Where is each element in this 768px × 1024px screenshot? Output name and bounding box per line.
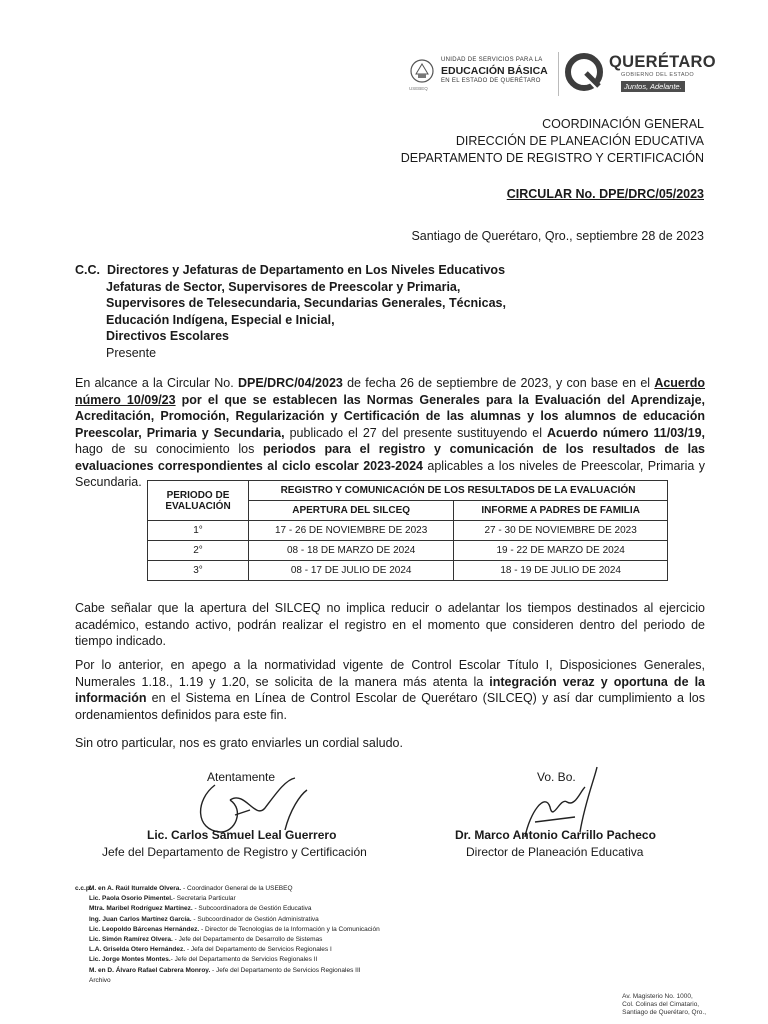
apertura-cell: 17 - 26 DE NOVIEMBRE DE 2023 — [249, 521, 454, 541]
queretaro-subtitle: GOBIERNO DEL ESTADO — [621, 72, 695, 78]
addressee-line: C.C. Directores y Jefaturas de Departamento en Los Niveles Educativos — [75, 263, 506, 277]
apertura-header: APERTURA DEL SILCEQ — [249, 501, 454, 521]
ccp-item: Lic. Leopoldo Bárcenas Hernández. - Director de Tecnologías de la Información y la Comunicación — [89, 925, 380, 933]
ccp-item: Lic. Jorge Montes Montes.- Jefe del Departamento de Servicios Regionales II — [89, 956, 318, 964]
closing-line: Sin otro particular, nos es grato enviarles un cordial saludo. — [75, 736, 403, 750]
period-header: PERIODO DE EVALUACIÓN — [148, 481, 249, 521]
silceq-paragraph: Cabe señalar que la apertura del SILCEQ no implica reducir o adelantar los tiempos destinados al ejercicio académico, estando activo, podrán realizar el registro en el momento que consideren dentro del periodo de tiempo indicado. — [75, 601, 705, 648]
ccp-item: L.A. Griselda Otero Hernández. - Jefa del Departamento de Servicios Regionales I — [89, 946, 332, 954]
informe-header: INFORME A PADRES DE FAMILIA — [454, 501, 668, 521]
evaluation-periods-table — [147, 480, 668, 581]
ccp-label: c.c.p. — [75, 885, 92, 892]
addressee-line: Jefaturas de Sector, Supervisores de Preescolar y Primaria, — [106, 279, 461, 294]
ccp-list — [89, 884, 380, 986]
signer-right-name: Dr. Marco Antonio Carrillo Pacheco — [455, 828, 656, 842]
period-cell: 3° — [148, 561, 249, 581]
informe-cell: 18 - 19 DE JULIO DE 2024 — [454, 561, 668, 581]
address-line: Av. Magisterio No. 1000, — [622, 993, 693, 1000]
seb-line-1: UNIDAD DE SERVICIOS PARA LA — [441, 57, 543, 63]
period-cell: 1° — [148, 521, 249, 541]
org-line-3: DEPARTAMENTO DE REGISTRO Y CERTIFICACIÓN — [400, 151, 704, 165]
ccp-item: Archivo — [89, 976, 111, 984]
apertura-cell: 08 - 18 DE MARZO DE 2024 — [249, 541, 454, 561]
address-line: Santiago de Querétaro, Qro., — [622, 1009, 706, 1016]
office-address — [622, 993, 706, 1017]
circular-number: CIRCULAR No. DPE/DRC/05/2023 — [506, 187, 704, 201]
queretaro-name: QUERÉTARO — [609, 53, 716, 71]
informe-cell: 19 - 22 DE MARZO DE 2024 — [454, 541, 668, 561]
addressee-block — [75, 262, 506, 361]
signer-right-title: Director de Planeación Educativa — [466, 845, 644, 859]
informe-cell: 27 - 30 DE NOVIEMBRE DE 2023 — [454, 521, 668, 541]
ccp-item: Mtra. Maribel Rodríguez Martínez. - Subcoordinadora de Gestión Educativa — [89, 905, 312, 913]
ccp-item: Lic. Simón Ramírez Olvera. - Jefe del Departamento de Desarrollo de Sistemas — [89, 936, 323, 944]
signer-left-title: Jefe del Departamento de Registro y Certificación — [102, 845, 367, 859]
salutation-left: Atentamente — [207, 770, 276, 784]
period-cell: 2° — [148, 541, 249, 561]
seb-line-3: EN EL ESTADO DE QUERÉTARO — [441, 78, 541, 84]
ccp-item: Ing. Juan Carlos Martínez García. - Subcoordinador de Gestión Administrativa — [89, 915, 319, 923]
usebeq-logo — [405, 54, 555, 94]
ccp-item: M. en A. Raúl Iturralde Olvera. - Coordinador General de la USEBEQ — [89, 885, 293, 892]
state-emblem-icon — [409, 58, 435, 84]
org-line-1: COORDINACIÓN GENERAL — [542, 117, 704, 131]
seb-line-4: USEBEQ — [409, 86, 428, 91]
group-header: REGISTRO Y COMUNICACIÓN DE LOS RESULTADOS DE LA EVALUACIÓN — [249, 481, 668, 501]
addressee-line: Directivos Escolares — [106, 329, 229, 343]
table-row — [148, 541, 668, 561]
place-date: Santiago de Querétaro, Qro., septiembre 28 de 2023 — [411, 229, 704, 243]
queretaro-slogan: Juntos, Adelante. — [621, 81, 685, 92]
queretaro-logo — [565, 50, 716, 96]
address-line: Col. Colinas del Cimatario, — [622, 1001, 700, 1008]
presente: Presente — [106, 345, 157, 360]
table-row — [148, 521, 668, 541]
seb-line-2: EDUCACIÓN BÁSICA — [441, 65, 548, 77]
addressee-line: Supervisores de Telesecundaria, Secundarias Generales, Técnicas, — [106, 296, 506, 310]
normativity-paragraph: Por lo anterior, en apego a la normatividad vigente de Control Escolar Título I, Disposiciones Generales, Numerales 1.18., 1.19 y 1.20, se solicita de la manera más atenta la integración veraz y oportuna de la información en el Sistema en Línea de Control Escolar de Querétaro (SILCEQ) y así dar cumplimiento a los ordenamientos definidos para este fin. — [75, 658, 705, 722]
ccp-item: M. en D. Álvaro Rafael Cabrera Monroy. - Jefe del Departamento de Servicios Regionales III — [89, 966, 361, 974]
intro-paragraph: En alcance a la Circular No. DPE/DRC/04/2023 de fecha 26 de septiembre de 2023, y con base en el Acuerdo número 10/09/23 por el que se establecen las Normas Generales para la Evaluación del Aprendizaje, Acreditación, Promoción, Regularización y Certificación de las alumnas y los alumnos de educación Preescolar, Primaria y Secundaria, publicado el 27 del presente sustituyendo el Acuerdo número 11/03/19, hago de su conocimiento los periodos para el registro y comunicación de los resultados de las evaluaciones correspondientes al ciclo escolar 2023-2024 aplicables a los niveles de Preescolar, Primaria y Secundaria. — [75, 376, 706, 489]
signer-left-name: Lic. Carlos Samuel Leal Guerrero — [147, 828, 337, 842]
queretaro-q-icon — [565, 53, 603, 91]
ccp-item: Lic. Paola Osorio Pimentel.- Secretaria Particular — [89, 895, 236, 903]
apertura-cell: 08 - 17 DE JULIO DE 2024 — [249, 561, 454, 581]
logo-divider — [558, 52, 559, 96]
table-row — [148, 561, 668, 581]
org-line-2: DIRECCIÓN DE PLANEACIÓN EDUCATIVA — [455, 134, 704, 148]
salutation-right: Vo. Bo. — [537, 770, 576, 784]
addressee-line: Educación Indígena, Especial e Inicial, — [106, 312, 335, 327]
